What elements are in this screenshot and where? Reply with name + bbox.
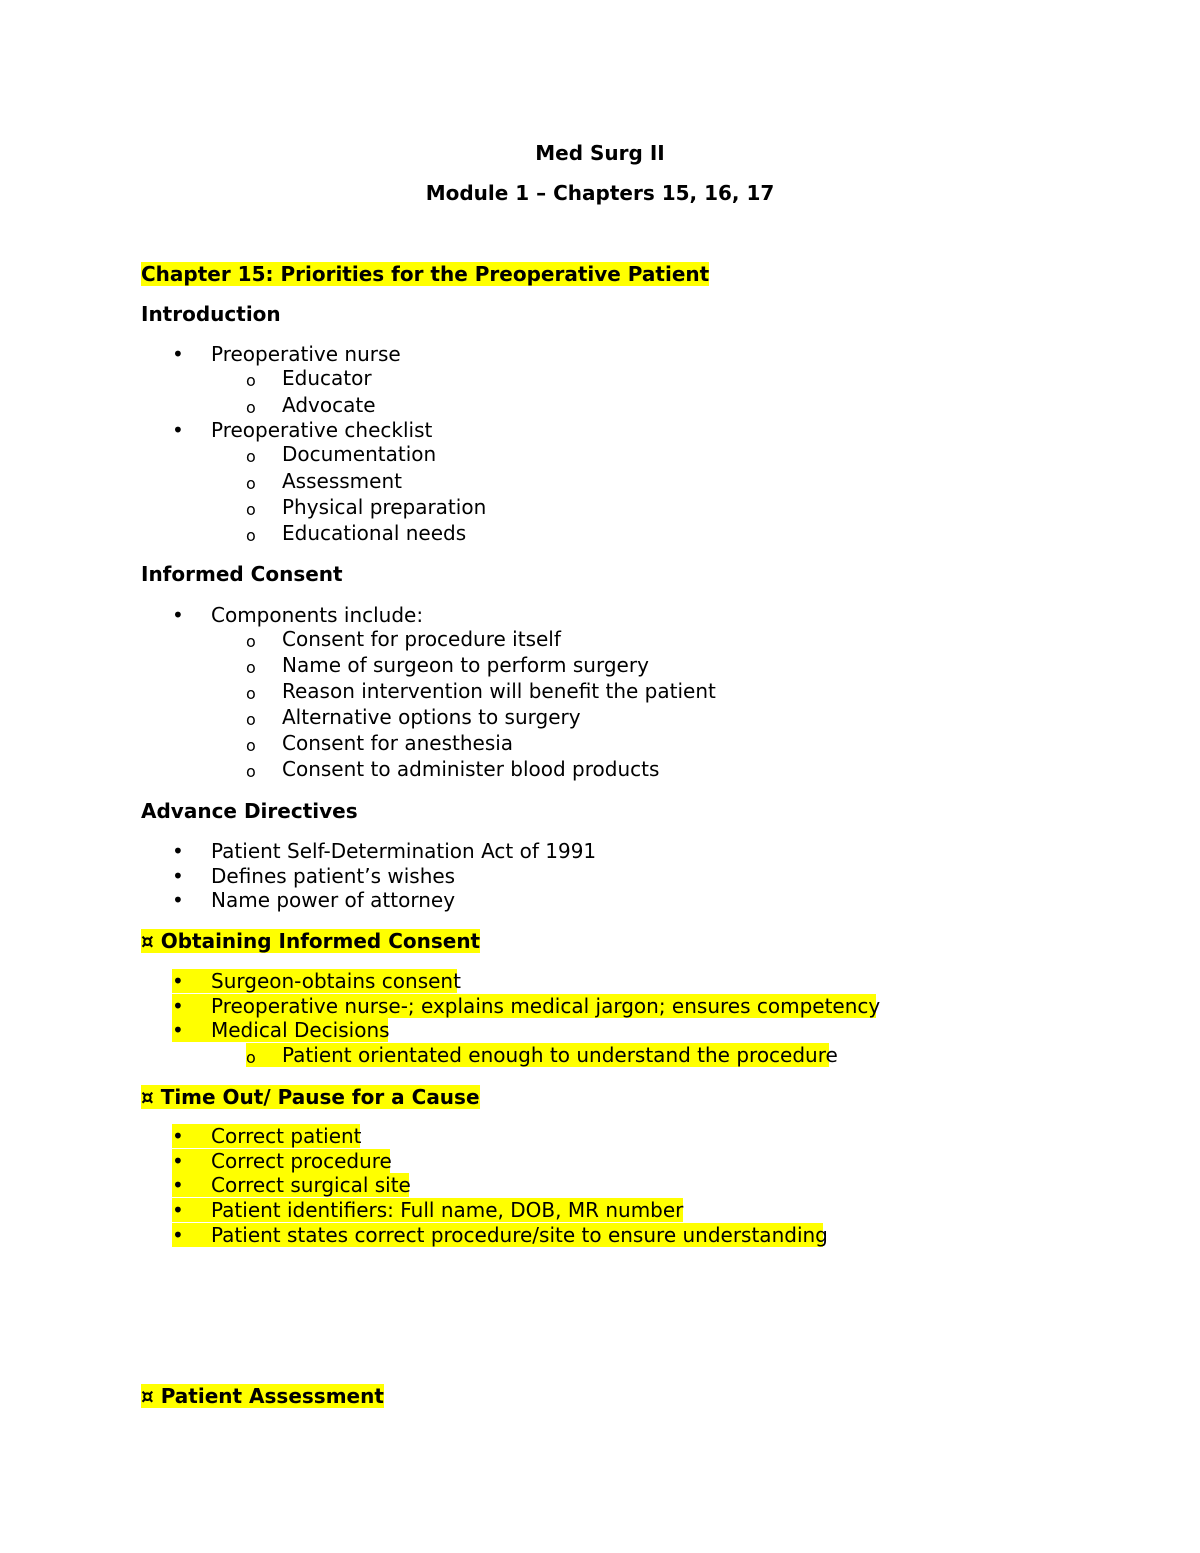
section-heading-text: ¤ Patient Assessment — [141, 1384, 384, 1408]
bullet-circle-icon: o — [246, 710, 256, 729]
document-title: Med Surg II — [535, 141, 665, 165]
bullet-circle-icon: o — [246, 658, 256, 677]
sub-list-item-text: Name of surgeon to perform surgery — [282, 653, 649, 677]
section-heading-informed-consent: Informed Consent — [141, 562, 343, 586]
list-item-text: Patient Self-Determination Act of 1991 — [211, 839, 597, 863]
section-heading-introduction: Introduction — [141, 302, 281, 326]
sub-list-item-text: Educator — [282, 366, 372, 390]
bullet-disc-icon: • — [172, 342, 184, 366]
sub-list-item-text: Consent for anesthesia — [282, 731, 514, 755]
bullet-disc-icon: • — [172, 969, 184, 993]
bullet-circle-icon: o — [246, 398, 256, 417]
sub-list-item-text: Physical preparation — [282, 495, 487, 519]
bullet-disc-icon: • — [172, 418, 184, 442]
list-item-text: Preoperative nurse-; explains medical jargon; ensures competency — [211, 994, 881, 1018]
sub-list-item-text: Educational needs — [282, 521, 467, 545]
bullet-disc-icon: • — [172, 1173, 184, 1197]
bullet-circle-icon: o — [246, 1048, 256, 1067]
bullet-circle-icon: o — [246, 474, 256, 493]
sub-list-item-text: Advocate — [282, 393, 376, 417]
bullet-disc-icon: • — [172, 1198, 184, 1222]
bullet-disc-icon: • — [172, 1149, 184, 1173]
section-heading-advance-directives: Advance Directives — [141, 799, 358, 823]
list-item-text: Patient states correct procedure/site to ensure understanding — [211, 1223, 828, 1247]
list-item-text: Correct procedure — [211, 1149, 392, 1173]
chapter-heading — [141, 262, 709, 286]
list-item-text: Name power of attorney — [211, 888, 456, 912]
bullet-circle-icon: o — [246, 447, 256, 466]
sub-list-item-text: Consent for procedure itself — [282, 627, 561, 651]
section-heading-text: ¤ Obtaining Informed Consent — [141, 929, 481, 953]
bullet-disc-icon: • — [172, 888, 184, 912]
bullet-disc-icon: • — [172, 603, 184, 627]
section-heading-patient-assessment — [141, 1384, 384, 1408]
list-item-text: Defines patient’s wishes — [211, 864, 456, 888]
bullet-circle-icon: o — [246, 526, 256, 545]
list-item-text: Medical Decisions — [211, 1018, 390, 1042]
section-heading-text: ¤ Time Out/ Pause for a Cause — [141, 1085, 480, 1109]
list-item-text: Preoperative nurse — [211, 342, 401, 366]
list-item-text: Correct surgical site — [211, 1173, 411, 1197]
document-subtitle: Module 1 – Chapters 15, 16, 17 — [425, 181, 775, 205]
bullet-disc-icon: • — [172, 1223, 184, 1247]
bullet-circle-icon: o — [246, 371, 256, 390]
bullet-circle-icon: o — [246, 736, 256, 755]
bullet-circle-icon: o — [246, 762, 256, 781]
bullet-disc-icon: • — [172, 839, 184, 863]
sub-list-item-text: Documentation — [282, 442, 437, 466]
list-item-text: Preoperative checklist — [211, 418, 433, 442]
list-item-text: Patient identifiers: Full name, DOB, MR number — [211, 1198, 684, 1222]
bullet-circle-icon: o — [246, 684, 256, 703]
list-item-text: Components include: — [211, 603, 424, 627]
bullet-circle-icon: o — [246, 500, 256, 519]
bullet-disc-icon: • — [172, 1124, 184, 1148]
bullet-disc-icon: • — [172, 864, 184, 888]
bullet-circle-icon: o — [246, 632, 256, 651]
sub-list-item-text: Reason intervention will benefit the patient — [282, 679, 716, 703]
section-heading-obtaining-consent — [141, 929, 480, 953]
list-item-text: Surgeon-obtains consent — [211, 969, 461, 993]
sub-list-item-text: Alternative options to surgery — [282, 705, 581, 729]
bullet-disc-icon: • — [172, 1018, 184, 1042]
sub-list-item-text: Patient orientated enough to understand the procedure — [282, 1043, 838, 1067]
list-item-text: Correct patient — [211, 1124, 362, 1148]
bullet-disc-icon: • — [172, 994, 184, 1018]
sub-list-item-text: Consent to administer blood products — [282, 757, 660, 781]
sub-list-item-text: Assessment — [282, 469, 402, 493]
section-heading-time-out — [141, 1085, 480, 1109]
chapter-heading-text: Chapter 15: Priorities for the Preoperative Patient — [141, 262, 710, 286]
